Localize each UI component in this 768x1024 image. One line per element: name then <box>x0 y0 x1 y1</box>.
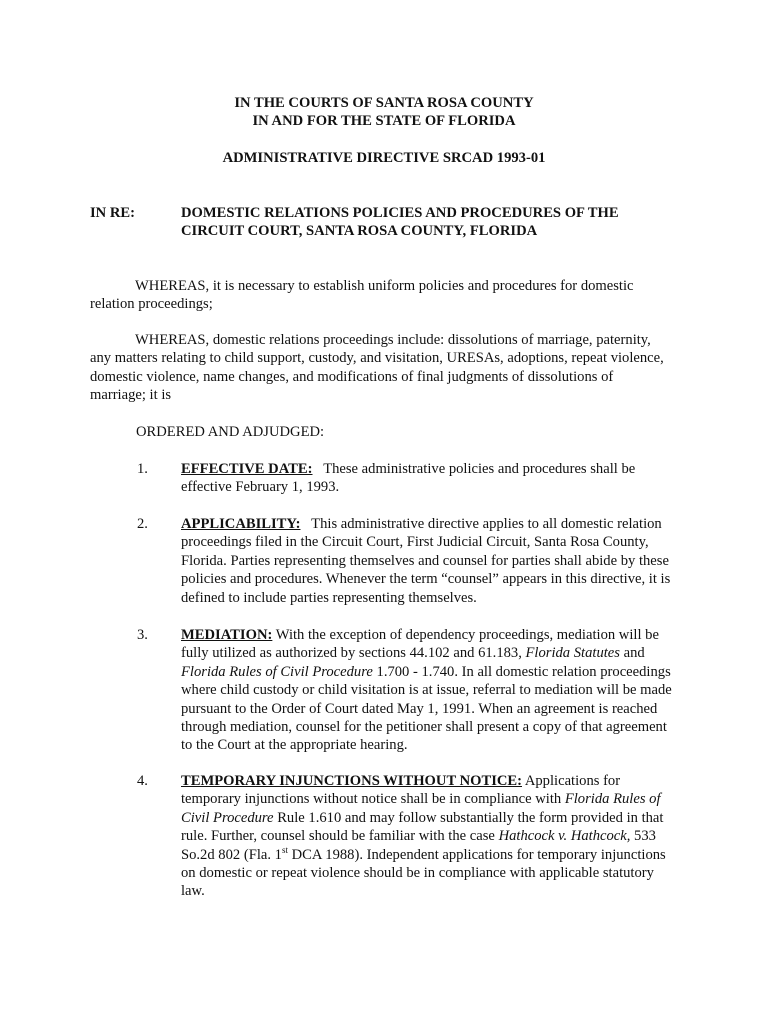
item-number-4: 4. <box>137 773 148 789</box>
court-line-2: IN AND FOR THE STATE OF FLORIDA <box>252 113 516 129</box>
item-4-text-b: Rule 1.610 and may follow substantially the form provided in that rule. Further, counsel should be familiar with the case <box>181 809 664 845</box>
item-4-heading: TEMPORARY INJUNCTIONS WITHOUT NOTICE: <box>181 773 522 789</box>
in-re-line-2: CIRCUIT COURT, SANTA ROSA COUNTY, FLORIDA <box>181 223 538 240</box>
item-2 <box>181 515 676 607</box>
item-4-italic-b: Hathcock v. Hathcock, <box>498 828 631 845</box>
ordered-adjudged: ORDERED AND ADJUDGED: <box>136 424 325 440</box>
item-4-italic-a: Florida Rules of Civil Procedure <box>181 791 661 826</box>
item-3-text-a: With the exception of dependency proceedings, mediation will be fully utilized as authorized by sections 44.102 and 61.183, <box>181 627 659 662</box>
item-3-heading: MEDIATION: <box>181 627 273 643</box>
in-re-line-1: DOMESTIC RELATIONS POLICIES AND PROCEDURES OF THE <box>181 205 619 221</box>
item-3-italic-b: Florida Rules of Civil Procedure <box>181 663 373 680</box>
item-2-heading: APPLICABILITY: <box>181 516 301 532</box>
item-3 <box>181 626 681 755</box>
item-number-3: 3. <box>137 627 148 643</box>
item-3-text-b: and <box>623 645 645 662</box>
item-number-2: 2. <box>137 516 148 532</box>
item-1 <box>181 460 656 497</box>
item-3-italic-a: Florida Statutes <box>525 645 620 662</box>
item-4-text-c: 533 So.2d 802 (Fla. 1 <box>181 828 656 863</box>
item-1-heading: EFFECTIVE DATE: <box>181 461 313 477</box>
in-re-label: IN RE: <box>90 205 135 221</box>
directive-title: ADMINISTRATIVE DIRECTIVE SRCAD 1993-01 <box>222 150 546 166</box>
item-1-text: These administrative policies and procedures shall be effective February 1, 1993. <box>181 461 636 496</box>
item-3-text-c: 1.700 - 1.740. In all domestic relation proceedings where child custody or child visitation is at issue, referral to mediation will be made pursuant to the Order of Court dated May 1, 1991. When an agreement is reached through mediation, counsel for the petitioner shall present a copy of that agreement to the Court at the appropriate hearing. <box>181 663 672 754</box>
item-number-1: 1. <box>137 461 148 477</box>
in-re-subject <box>181 204 681 241</box>
item-4-text-a: Applications for temporary injunctions without notice shall be in compliance with <box>181 773 621 808</box>
item-4 <box>181 772 681 901</box>
item-4-superscript: st <box>281 844 288 855</box>
item-2-text: This administrative directive applies to all domestic relation proceedings filed in the Circuit Court, First Judicial Circuit, Santa Rosa County, Florida. Parties representing themselves and counsel for parties shall abide by these policies and procedures. Whenever the term “counsel” appears in this directive, it is defined to include parties representing themselves. <box>181 516 671 606</box>
item-4-text-d: DCA 1988). Independent applications for temporary injunctions on domestic or repeat violence should be in compliance with applicable statutory law. <box>181 846 666 900</box>
court-line-1: IN THE COURTS OF SANTA ROSA COUNTY <box>234 95 534 111</box>
whereas-paragraph-1: WHEREAS, it is necessary to establish uniform policies and procedures for domestic relation proceedings; <box>90 278 634 313</box>
whereas-paragraph-2: WHEREAS, domestic relations proceedings include: dissolutions of marriage, paternity, any matters relating to child support, custody, and visitation, URESAs, adoptions, repeat violence, domestic violence, name changes, and modifications of final judgments of dissolutions of marriage; it is <box>90 332 664 404</box>
